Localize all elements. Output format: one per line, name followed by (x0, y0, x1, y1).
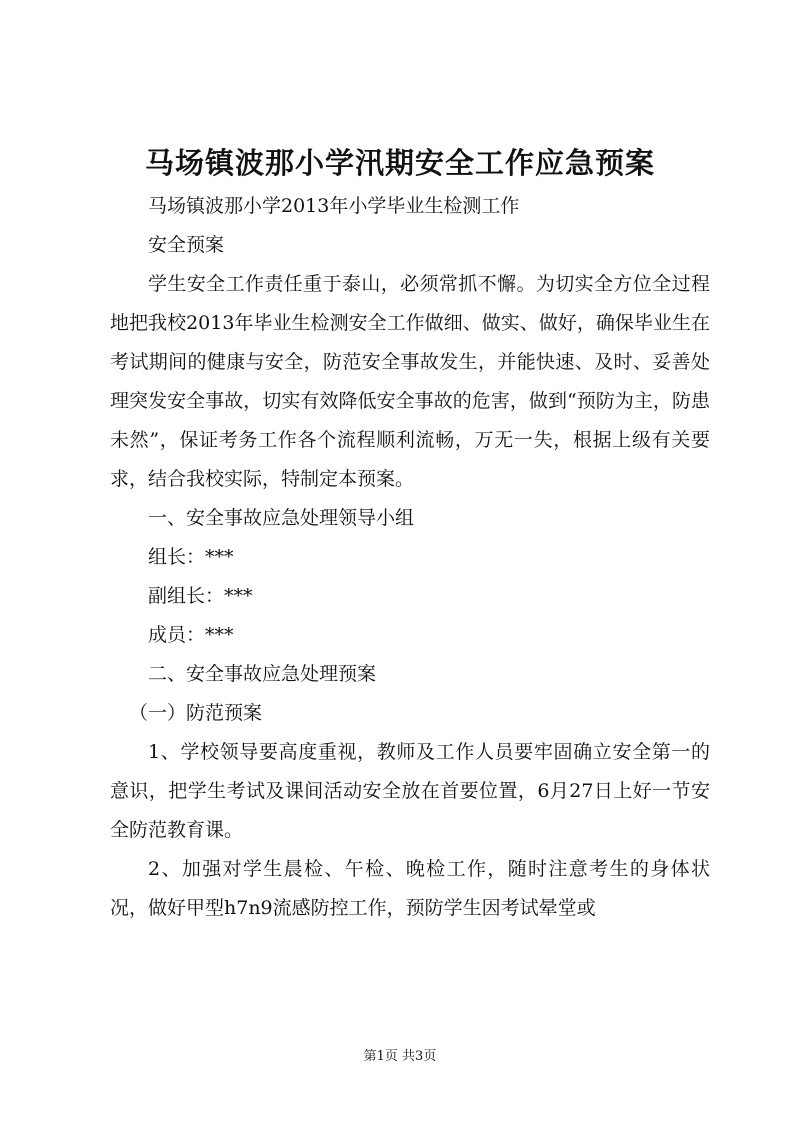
paragraph-item-2: 2、加强对学生晨检、午检、晚检工作，随时注意考生的身体状况，做好甲型h7n9流感防控工作，预防学生因考试晕堂或 (110, 858, 710, 919)
leader-line: 组长：*** (148, 546, 234, 568)
section-heading-2: 二、安全事故应急处理预案 (148, 663, 377, 685)
deputy-leader-line: 副组长：*** (148, 585, 253, 607)
paragraph-intro: 学生安全工作责任重于泰山，必须常抓不懈。为切实全方位全过程地把我校2013年毕业生检测安全工作做细、做实、做好，确保毕业生在考试期间的健康与安全，防范安全事故发生，并能快速、及时、妥善处理突发安全事故，切实有效降低安全事故的危害，做到“预防为主，防患未然”，保证考务工作各个流程顺利流畅，万无一失，根据上级有关要求，结合我校实际，特制定本预案。 (110, 273, 710, 490)
paragraph-subtitle-line-1: 马场镇波那小学2013年小学毕业生检测工作 (148, 195, 520, 217)
document-title: 马场镇波那小学汛期安全工作应急预案 (144, 146, 655, 180)
paragraph-subtitle-line-2: 安全预案 (148, 234, 225, 256)
section-heading-1: 一、安全事故应急处理领导小组 (148, 507, 415, 529)
document-body (110, 187, 710, 928)
page-number-footer: 第1页 共3页 (363, 1049, 437, 1064)
subsection-heading-1: （一）防范预案 (129, 702, 263, 724)
paragraph-item-1: 1、学校领导要高度重视，教师及工作人员要牢固确立安全第一的意识，把学生考试及课间活动安全放在首要位置，6月27日上好一节安全防范教育课。 (110, 741, 710, 841)
members-line: 成员：*** (148, 624, 234, 646)
